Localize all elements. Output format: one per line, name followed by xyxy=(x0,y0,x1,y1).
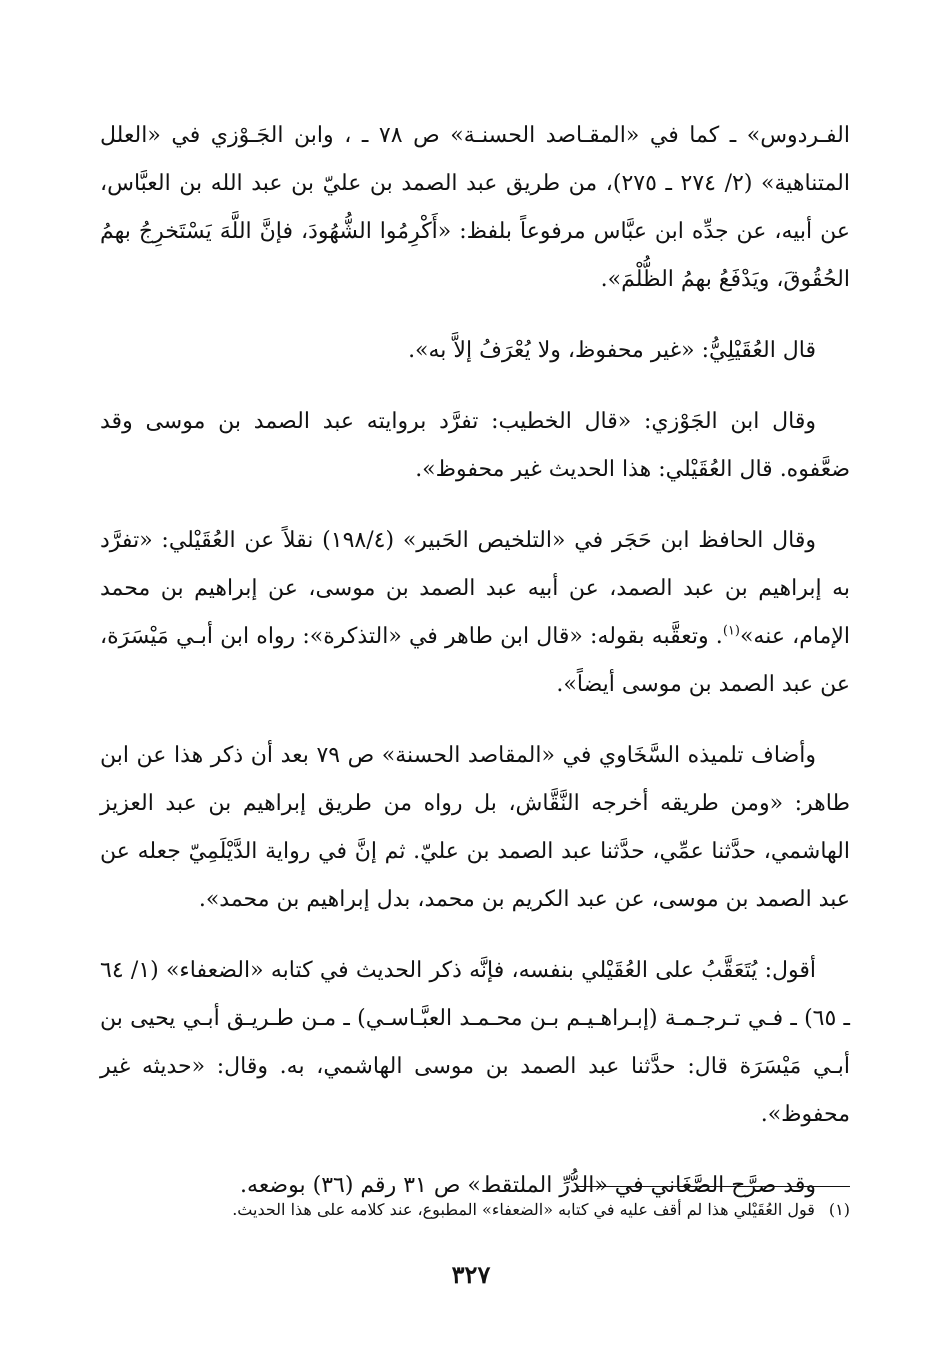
paragraph-5: وأضاف تلميذه السَّخَاوي في «المقاصد الحسنة» ص ٧٩ بعد أن ذكر هذا عن ابن طاهر: «ومن طريقه أخرجه النَّقَّاش، بل رواه من طريق إبراهيم بن عبد العزيز الهاشمي، حدَّثنا عمِّي، حدَّثنا عبد الصمد بن عليّ. ثم إنَّ في رواية الدَّيْلَمِيّ جعله عن عبد الصمد بن موسى، عن عبد الكريم بن محمد، بدل إبراهيم بن محمد». xyxy=(100,743,850,912)
page-number: ٣٢٧ xyxy=(451,1260,491,1289)
paragraph-4-text-after-ref: . وتعقَّبه بقوله: «قال ابن طاهر في «التذكرة»: رواه ابن أبـي مَيْسَرَة، عن عبد الصمد بن موسى أيضاً». xyxy=(100,624,850,697)
footnote-number: (١) xyxy=(828,1200,850,1219)
paragraph-1: الفـردوس» ـ كما في «المقـاصد الحسنـة» ص ٧٨ ـ ، وابن الجَـوْزي في «العلل المتناهية» (٢/ ٢٧٤ ـ ٢٧٥)، من طريق عبد الصمد بن عليّ بن عبد الله بن العبَّاس، عن أبيه، عن جدِّه ابن عبَّاس مرفوعاً بلفظ: «أَكْرِمُوا الشُّهُودَ، فإنَّ اللَّهَ يَسْتَخرِجُ بهمُ الحُقُوقَ، ويَدْفَعُ بهمُ الظُّلْمَ». xyxy=(100,123,851,292)
paragraph-7: وقد صرَّح الصَّغَاني في «الدُّرِّ الملتقط» ص ٣١ رقم (٣٦) بوضعه. xyxy=(240,1173,816,1198)
paragraph-2: قال العُقَيْلِيُّ: «غير محفوظ، ولا يُعْرَفُ إلاَّ به». xyxy=(408,338,816,363)
paragraph-3: وقال ابن الجَوْزي: «قال الخطيب: تفرَّد بروايته عبد الصمد بن موسى وقد ضعَّفوه. قال العُقَيْلي: هذا الحديث غير محفوظ». xyxy=(100,409,850,482)
paragraph-4 xyxy=(100,517,850,709)
paragraph-4-text-before-ref: وقال الحافظ ابن حَجَر في «التلخيص الحَبير» (١٩٨/٤) نقلاً عن العُقَيْلي: «تفرَّد به إبراهيم بن عبد الصمد، عن أبيه عبد الصمد بن موسى، عن إبراهيم بن محمد الإمام، عنه» xyxy=(100,528,850,649)
footnote-reference[interactable]: (١) xyxy=(722,623,740,639)
page-body xyxy=(100,112,850,1233)
paragraph-6: أقول: يُتَعَقَّبُ على العُقَيْلي بنفسه، فإنَّه ذكر الحديث في كتابه «الضعفاء» (١/ ٦٤ ـ ٦٥) ـ فـي تـرجـمـة (إبـراهـيـم بـن محـمـد العبَّـاسـي) ـ مـن طـريـق أبـي يحيى بن أبـي مَيْسَرَة قال: حدَّثنا عبد الصمد بن موسى الهاشمي، به. وقال: «حديثه غير محفوظ». xyxy=(100,958,850,1127)
footnote-text: قول العُقَيْلي هذا لم أقف عليه في كتابه «الضعفاء» المطبوع، عند كلامه على هذا الحديث. xyxy=(232,1200,815,1219)
footnote xyxy=(100,1196,850,1224)
footnote-divider xyxy=(578,1186,850,1187)
